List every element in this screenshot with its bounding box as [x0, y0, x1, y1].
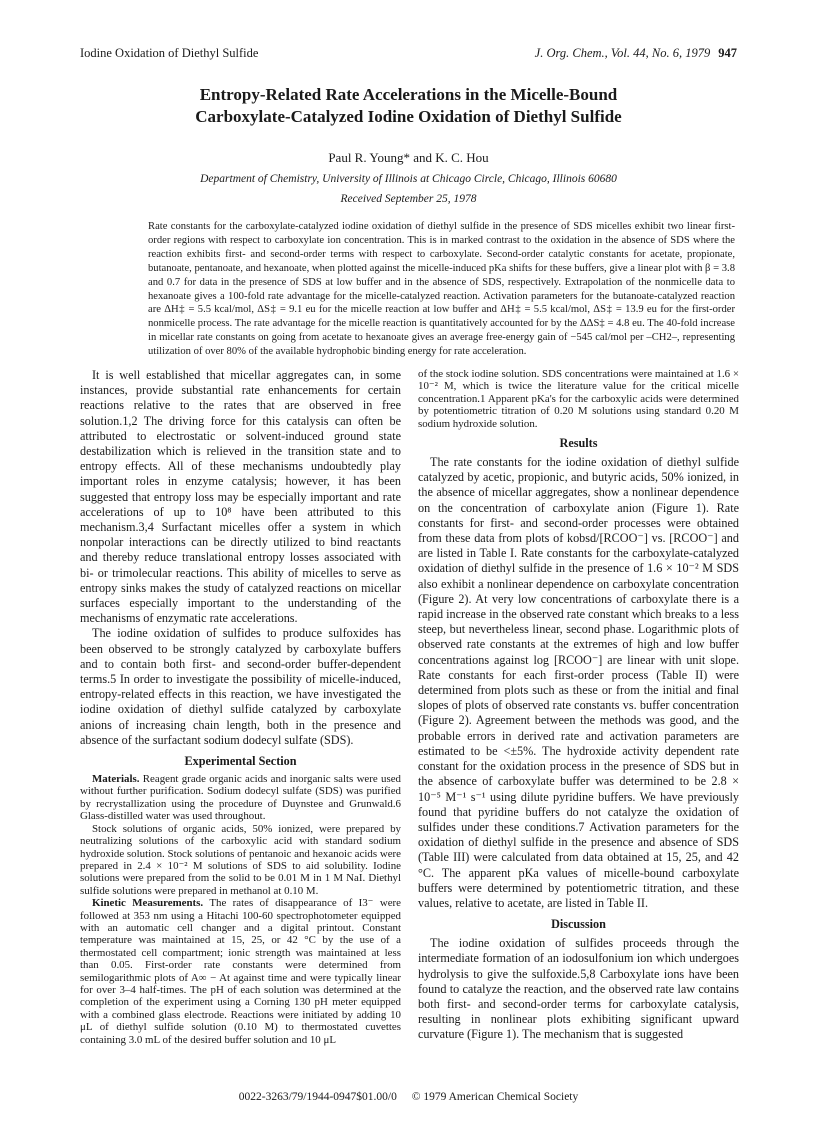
page-footer [80, 1090, 737, 1104]
experimental-continued: of the stock iodine solution. SDS concentrations were maintained at 1.6 × 10⁻² M, which is twice the literature value for the critical micelle concentration.1 Apparent pKa's for the carboxylic acids were determined by potentiometric titration of 0.20 M solutions using standard 0.20 M sodium hydroxide solution. [418, 368, 739, 430]
right-column [418, 368, 739, 1043]
materials-text: Reagent grade organic acids and inorganic salts were used without further purification. Sodium dodecyl sulfate (SDS) was purified by recrystallization using the procedure of Duynstee and Grunwald.6 Glass-distilled water was used throughout. [80, 773, 401, 823]
discussion-paragraph: The iodine oxidation of sulfides proceeds through the intermediate formation of an iodosulfonium ion which undergoes hydrolysis to give the sulfoxide.5,8 Carboxylate ions have been found to catalyze the reaction, and the observed rate law contains both first- and second-order terms for carboxylate catalysis, resulting in nonlinear plots exhibiting significant upward curvature (Figure 1). The mechanism that is suggested [418, 936, 739, 1042]
authors: Paul R. Young* and K. C. Hou [328, 150, 489, 165]
running-header-left: Iodine Oxidation of Diethyl Sulfide [80, 46, 259, 60]
results-heading: Results [559, 436, 598, 451]
article-title [80, 84, 737, 128]
materials-label: Materials. [92, 773, 140, 786]
abstract: Rate constants for the carboxylate-catalyzed iodine oxidation of diethyl sulfide in the presence of SDS micelles exhibit two linear first-order regions with respect to carboxylate ion concentration. This is in marked contrast to the oxidation in the absence of SDS where the reaction exhibits first- and second-order terms with respect to carboxylate. Second-order catalytic constants for acetate, propionate, butanoate, pentanoate, and hexanoate, when plotted against the micelle-induced pKa shifts for these buffers, give a linear plot with β = 3.8 and 0.7 for data in the presence of SDS at low buffer and in the absence of SDS, respectively. Extrapolation of the nonmicelle data to hexanoate gives a 100-fold rate advantage for the micelle-catalyzed reaction. Activation parameters for the butanoate-catalyzed reaction are ΔH‡ = 5.5 kcal/mol, ΔS‡ = 9.1 eu for the micelle reaction at low buffer and ΔH‡ = 5.5 kcal/mol, ΔS‡ = 13.9 eu for the first-order nonmicelle process. The rate advantage for the micelle reaction is quantitatively accounted for by the ΔΔS‡ = 4.8 eu. The 40-fold increase in micellar rate constants on going from acetate to hexanoate gives an average free-energy gain of −545 cal/mol per –CH2–, representing utilization of over 80% of the available hydrophobic binding energy for rate acceleration. [148, 221, 735, 358]
experimental-heading: Experimental Section [184, 754, 297, 769]
kinetic-label: Kinetic Measurements. [92, 897, 204, 910]
affiliation: Department of Chemistry, University of Illinois at Chicago Circle, Chicago, Illinois 60680 [200, 173, 617, 185]
kinetic-paragraph [80, 897, 401, 1046]
title-line-1: Entropy-Related Rate Accelerations in the Micelle-Bound [199, 85, 618, 104]
stock-paragraph: Stock solutions of organic acids, 50% ionized, were prepared by neutralizing solutions of the carboxylic acid with standard sodium hydroxide solution. Stock solutions of pentanoic and hexanoic acids were prepared in 2.4 × 10⁻² M solutions of SDS to aid solubility. Iodine solutions were prepared from the solid to be 0.01 M in 1 M NaI. Diethyl sulfide solutions were prepared in methanol at 0.10 M. [80, 822, 401, 897]
journal-citation: J. Org. Chem., Vol. 44, No. 6, 1979 [534, 46, 711, 60]
materials-paragraph [80, 773, 401, 823]
kinetic-text: The rates of disappearance of I3⁻ were followed at 353 nm using a Hitachi 100-60 spectrophotometer equipped with an automatic cell changer and a digital printout. Constant temperature was maintained at 15, 25, or 42 °C by the use of a thermostated cell compartment; ionic strength was maintained at less than 0.05. First-order rate constants were determined from semilogarithmic plots of A∞ − At against time and were typically linear for over 3–4 half-times. The pH of each solution was determined at the completion of the experiment using a Corning 130 pH meter equipped with a combined glass electrode. Reactions were initiated by adding 10 μL of diethyl sulfide solution (0.10 M) to thermostated cuvettes containing 3.0 mL of the desired buffer solution and 10 μL [80, 897, 401, 1046]
intro-paragraph-1: It is well established that micellar aggregates can, in some instances, provide substantial rate enhancements for certain reactions relative to the rates that are observed in free solution.1,2 The driving force for this catalysis can often be attributed to electrostatic or solvent-induced ground state destabilization which is relieved in the transition state and to entropy effects. All of these mechanisms undoubtedly play important roles in enzyme catalysis; however, it has been suggested that entropy loss may be especially important and rate accelerations of up to 10⁸ have been attributed to this mechanism.3,4 Surfactant micelles offer a system in which nonpolar interactions can be directly utilized to bind reactants and thereby reduce translational entropy losses associated with bi- or trimolecular reactions. This ability of micelles to serve as entropy sinks makes the study of catalyzed reactions on micellar surfaces especially important to the understanding of the mechanisms of enzymatic rate accelerations. [80, 368, 401, 626]
results-paragraph: The rate constants for the iodine oxidation of diethyl sulfide catalyzed by acetic, propionic, and butyric acids, 50% ionized, in the absence of micellar aggregates, show a nonlinear dependence on the concentration of carboxylate anion (Figure 1). Rate constants for first- and second-order processes were obtained from these data from plots of kobsd/[RCOO⁻] vs. [RCOO⁻] and are listed in Table I. Rate constants for the carboxylate-catalyzed oxidation of diethyl sulfide in the presence of 1.6 × 10⁻² M SDS also exhibit a nonlinear dependence on carboxylate concentration (Figure 2). At very low concentrations of carboxylate there is a rapid increase in the observed rate constant which breaks to a less steep, but nevertheless linear, second phase. Logarithmic plots of observed rate constants at the extremes of high and low buffer concentrations against log [RCOO⁻] are linear with unit slope. Rate constants for each first-order process (Table II) were determined from plots such as these or from the initial and final slopes of plots of observed rate constants vs. buffer concentration (Figure 2). Agreement between the methods was good, and the probable errors in derived rate and activation parameters are estimated to be <±5%. The hydroxide activity dependent rate constant for the oxidation process in the presence of SDS but in the absence of carboxylate buffer was determined to be 2.8 × 10⁻⁵ M⁻¹ s⁻¹ using dilute pyridine buffers. We have previously found that pyridine buffers do not catalyze the oxidation of sulfides under these conditions.7 Activation parameters for the oxidation of diethyl sulfide in the presence and absence of SDS (Table III) were calculated from data obtained at 15, 25, and 42 °C. The apparent pKa values of micelle-bound carboxylate buffers were determined by potentiometric titration, and these values, relative to acetate, are listed in Table II. [418, 455, 739, 910]
discussion-heading: Discussion [551, 917, 606, 932]
footer-copyright: © 1979 American Chemical Society [411, 1091, 579, 1103]
page-number: 947 [718, 46, 737, 60]
footer-code: 0022-3263/79/1944-0947$01.00/0 [238, 1091, 397, 1103]
running-header-right [535, 46, 737, 60]
left-column [80, 368, 401, 1046]
intro-paragraph-2: The iodine oxidation of sulfides to produce sulfoxides has been observed to be strongly catalyzed by carboxylate buffers and to contain both first- and second-order buffer-dependent terms.5 In order to investigate the possibility of micelle-induced, entropy-related effects in this reaction, we have investigated the iodine oxidation of diethyl sulfide catalyzed by carboxylate anions of increasing chain length, both in the presence and absence of the surfactant sodium dodecyl sulfate (SDS). [80, 626, 401, 747]
title-line-2: Carboxylate-Catalyzed Iodine Oxidation of Diethyl Sulfide [195, 107, 622, 126]
received-date: Received September 25, 1978 [340, 193, 477, 205]
